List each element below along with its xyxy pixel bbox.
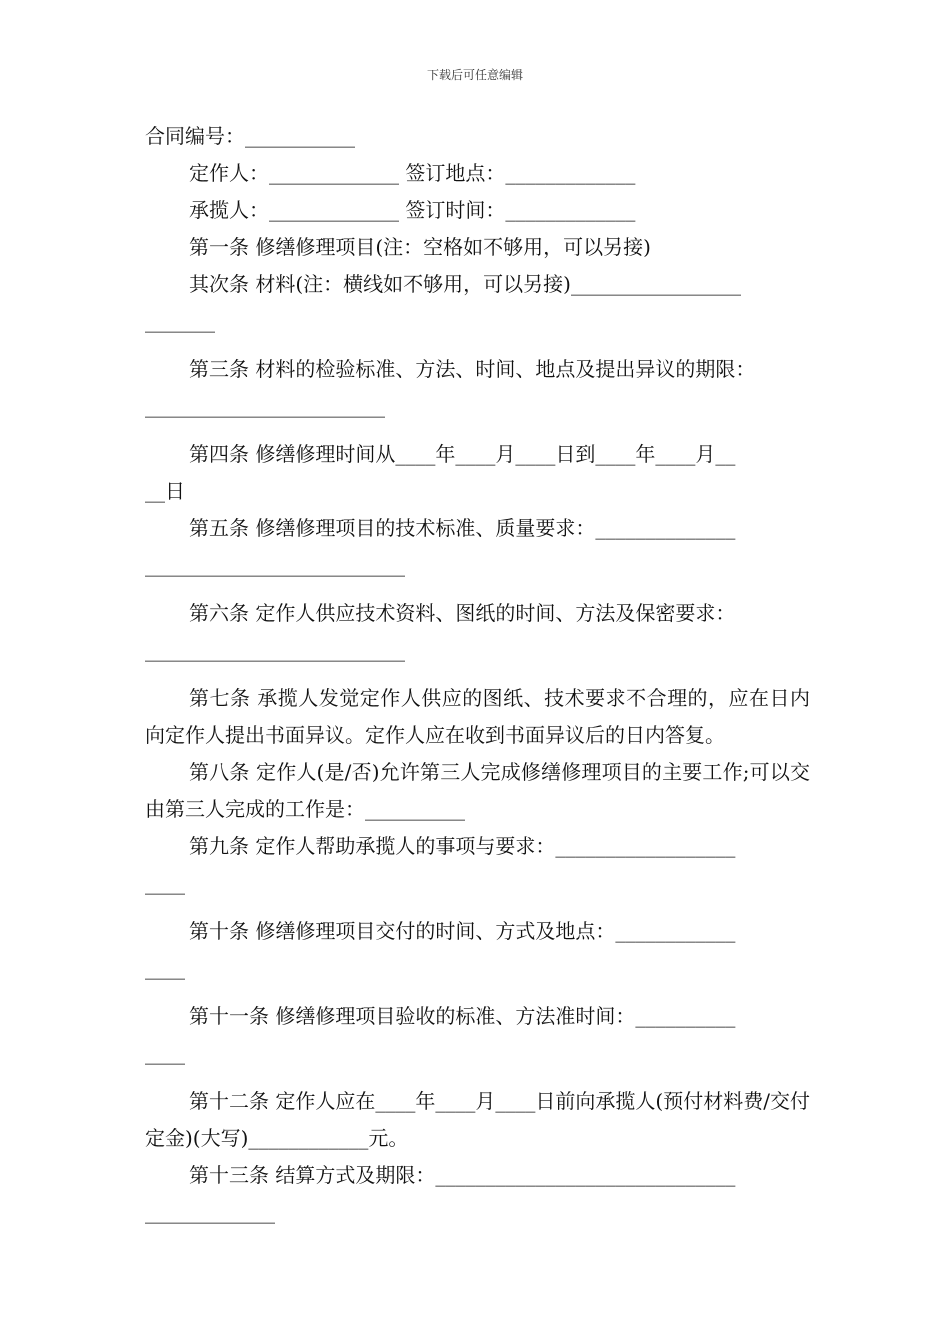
article-2-continued: _______ bbox=[145, 309, 215, 333]
article-11: 第十一条 修缮修理项目验收的标准、方法准时间：__________ bbox=[189, 1004, 736, 1028]
article-13: 第十三条 结算方式及期限：______________________________ bbox=[189, 1163, 736, 1187]
contract-body bbox=[145, 118, 810, 1231]
contract-number-line: 合同编号：___________ bbox=[145, 124, 355, 148]
article-9-continued: ____ bbox=[145, 871, 185, 895]
page-header: 下载后可任意编辑 bbox=[426, 68, 523, 82]
article-9: 第九条 定作人帮助承揽人的事项与要求：__________________ bbox=[189, 834, 736, 858]
article-2: 其次条 材料(注：横线如不够用，可以另接)_________________ bbox=[189, 272, 741, 296]
article-4-continued: __日 bbox=[145, 479, 185, 503]
article-11-continued: ____ bbox=[145, 1041, 185, 1065]
article-7: 第七条 承揽人发觉定作人供应的图纸、技术要求不合理的，应在日内向定作人提出书面异议。定作人应在收到书面异议后的日内答复。 bbox=[145, 686, 810, 747]
article-6: 第六条 定作人供应技术资料、图纸的时间、方法及保密要求： bbox=[189, 601, 736, 625]
article-10: 第十条 修缮修理项目交付的时间、方式及地点：____________ bbox=[189, 919, 736, 943]
article-4: 第四条 修缮修理时间从____年____月____日到____年____月__ bbox=[189, 442, 736, 466]
article-13-continued: _____________ bbox=[145, 1200, 275, 1224]
article-10-continued: ____ bbox=[145, 956, 185, 980]
article-3-continued: ________________________ bbox=[145, 394, 385, 418]
undertaker-line: 承揽人：_____________ 签订时间：_____________ bbox=[189, 198, 636, 222]
contractor-line: 定作人：_____________ 签订地点：_____________ bbox=[189, 161, 636, 185]
article-6-continued: __________________________ bbox=[145, 638, 405, 662]
article-8: 第八条 定作人(是/否)允许第三人完成修缮修理项目的主要工作;可以交由第三人完成的工作是：__________ bbox=[145, 760, 810, 821]
article-5-continued: __________________________ bbox=[145, 553, 405, 577]
article-1: 第一条 修缮修理项目(注：空格如不够用，可以另接) bbox=[189, 235, 651, 259]
article-12: 第十二条 定作人应在____年____月____日前向承揽人(预付材料费/交付定金)(大写)____________元。 bbox=[145, 1089, 810, 1150]
article-3: 第三条 材料的检验标准、方法、时间、地点及提出异议的期限： bbox=[189, 357, 756, 381]
article-5: 第五条 修缮修理项目的技术标准、质量要求：______________ bbox=[189, 516, 736, 540]
